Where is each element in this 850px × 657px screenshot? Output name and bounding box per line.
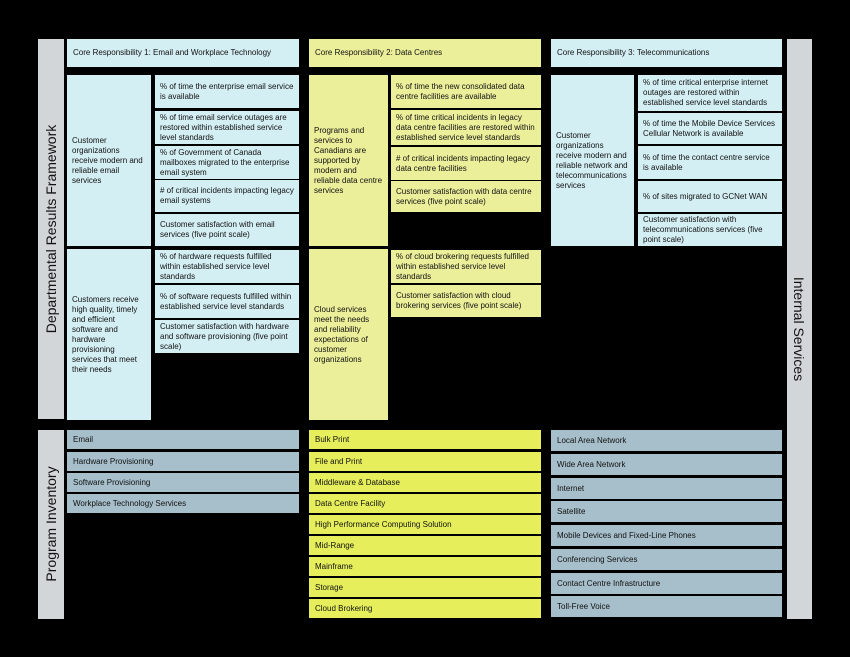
cr1-indicator: % of time the enterprise email service is available — [155, 75, 299, 108]
program-item: Toll-Free Voice — [551, 596, 782, 617]
cr2-result-2: Cloud services meet the needs and reliability expectations of customer organizations — [309, 249, 388, 420]
cr2-indicator: Customer satisfaction with cloud brokering services (five point scale) — [391, 285, 541, 317]
cr1-indicator: % of software requests fulfilled within established service level standards — [155, 285, 299, 318]
program-item: Software Provisioning — [67, 473, 299, 492]
program-item: Email — [67, 430, 299, 449]
cr1-result-2: Customers receive high quality, timely and efficient software and hardware provisioning services that meet their needs — [67, 249, 151, 420]
core-responsibility-2-header: Core Responsibility 2: Data Centres — [309, 39, 541, 67]
program-item: Bulk Print — [309, 430, 541, 449]
program-item: Storage — [309, 578, 541, 597]
core-responsibility-1-header: Core Responsibility 1: Email and Workplace Technology — [67, 39, 299, 67]
program-item: Conferencing Services — [551, 549, 782, 570]
cr3-indicator: % of sites migrated to GCNet WAN — [638, 181, 782, 212]
program-item: Middleware & Database — [309, 473, 541, 492]
program-item: Local Area Network — [551, 430, 782, 451]
program-item: Wide Area Network — [551, 454, 782, 475]
cr2-indicator: Customer satisfaction with data centre services (five point scale) — [391, 181, 541, 212]
cr2-indicator: % of cloud brokering requests fulfilled within established service level standards — [391, 250, 541, 283]
program-item: Mainframe — [309, 557, 541, 576]
program-item: Cloud Brokering — [309, 599, 541, 618]
program-item: Internet — [551, 478, 782, 499]
cr3-result-1: Customer organizations receive modern and reliable network and telecommunications services — [551, 75, 634, 246]
program-item: Hardware Provisioning — [67, 452, 299, 471]
drf-label: Departmental Results Framework — [43, 124, 59, 334]
cr1-indicator: % of time email service outages are restored within established service level standards — [155, 111, 299, 144]
cr3-indicator: % of time the Mobile Device Services Cellular Network is available — [638, 113, 782, 144]
core-responsibility-3-header: Core Responsibility 3: Telecommunications — [551, 39, 782, 67]
program-item: Mobile Devices and Fixed-Line Phones — [551, 525, 782, 546]
cr1-indicator: Customer satisfaction with email services (five point scale) — [155, 214, 299, 246]
cr3-indicator: % of time critical enterprise internet outages are restored within established service level standards — [638, 75, 782, 111]
cr2-result-1: Programs and services to Canadians are supported by modern and reliable data centre services — [309, 75, 388, 246]
internal-services-label: Internal Services — [791, 276, 807, 382]
cr2-indicator: # of critical incidents impacting legacy data centre facilities — [391, 147, 541, 180]
cr3-indicator: % of time the contact centre service is available — [638, 146, 782, 179]
cr1-indicator: % of Government of Canada mailboxes migrated to the enterprise email system — [155, 146, 299, 179]
program-item: File and Print — [309, 452, 541, 471]
cr1-indicator: % of hardware requests fulfilled within established service level standards — [155, 250, 299, 283]
cr2-indicator: % of time the new consolidated data centre facilities are available — [391, 75, 541, 108]
cr1-result-1: Customer organizations receive modern and reliable email services — [67, 75, 151, 246]
program-inventory-label: Program Inventory — [43, 466, 59, 582]
cr1-indicator: Customer satisfaction with hardware and software provisioning (five point scale) — [155, 320, 299, 353]
cr2-indicator: % of time critical incidents in legacy data centre facilities are restored within established service level standards — [391, 110, 541, 145]
program-item: High Performance Computing Solution — [309, 515, 541, 534]
program-item: Satellite — [551, 501, 782, 522]
cr3-indicator: Customer satisfaction with telecommunications services (five point scale) — [638, 214, 782, 246]
program-item: Contact Centre Infrastructure — [551, 573, 782, 594]
program-item: Mid-Range — [309, 536, 541, 555]
program-item: Workplace Technology Services — [67, 494, 299, 513]
program-item: Data Centre Facility — [309, 494, 541, 513]
cr1-indicator: # of critical incidents impacting legacy email systems — [155, 180, 299, 212]
